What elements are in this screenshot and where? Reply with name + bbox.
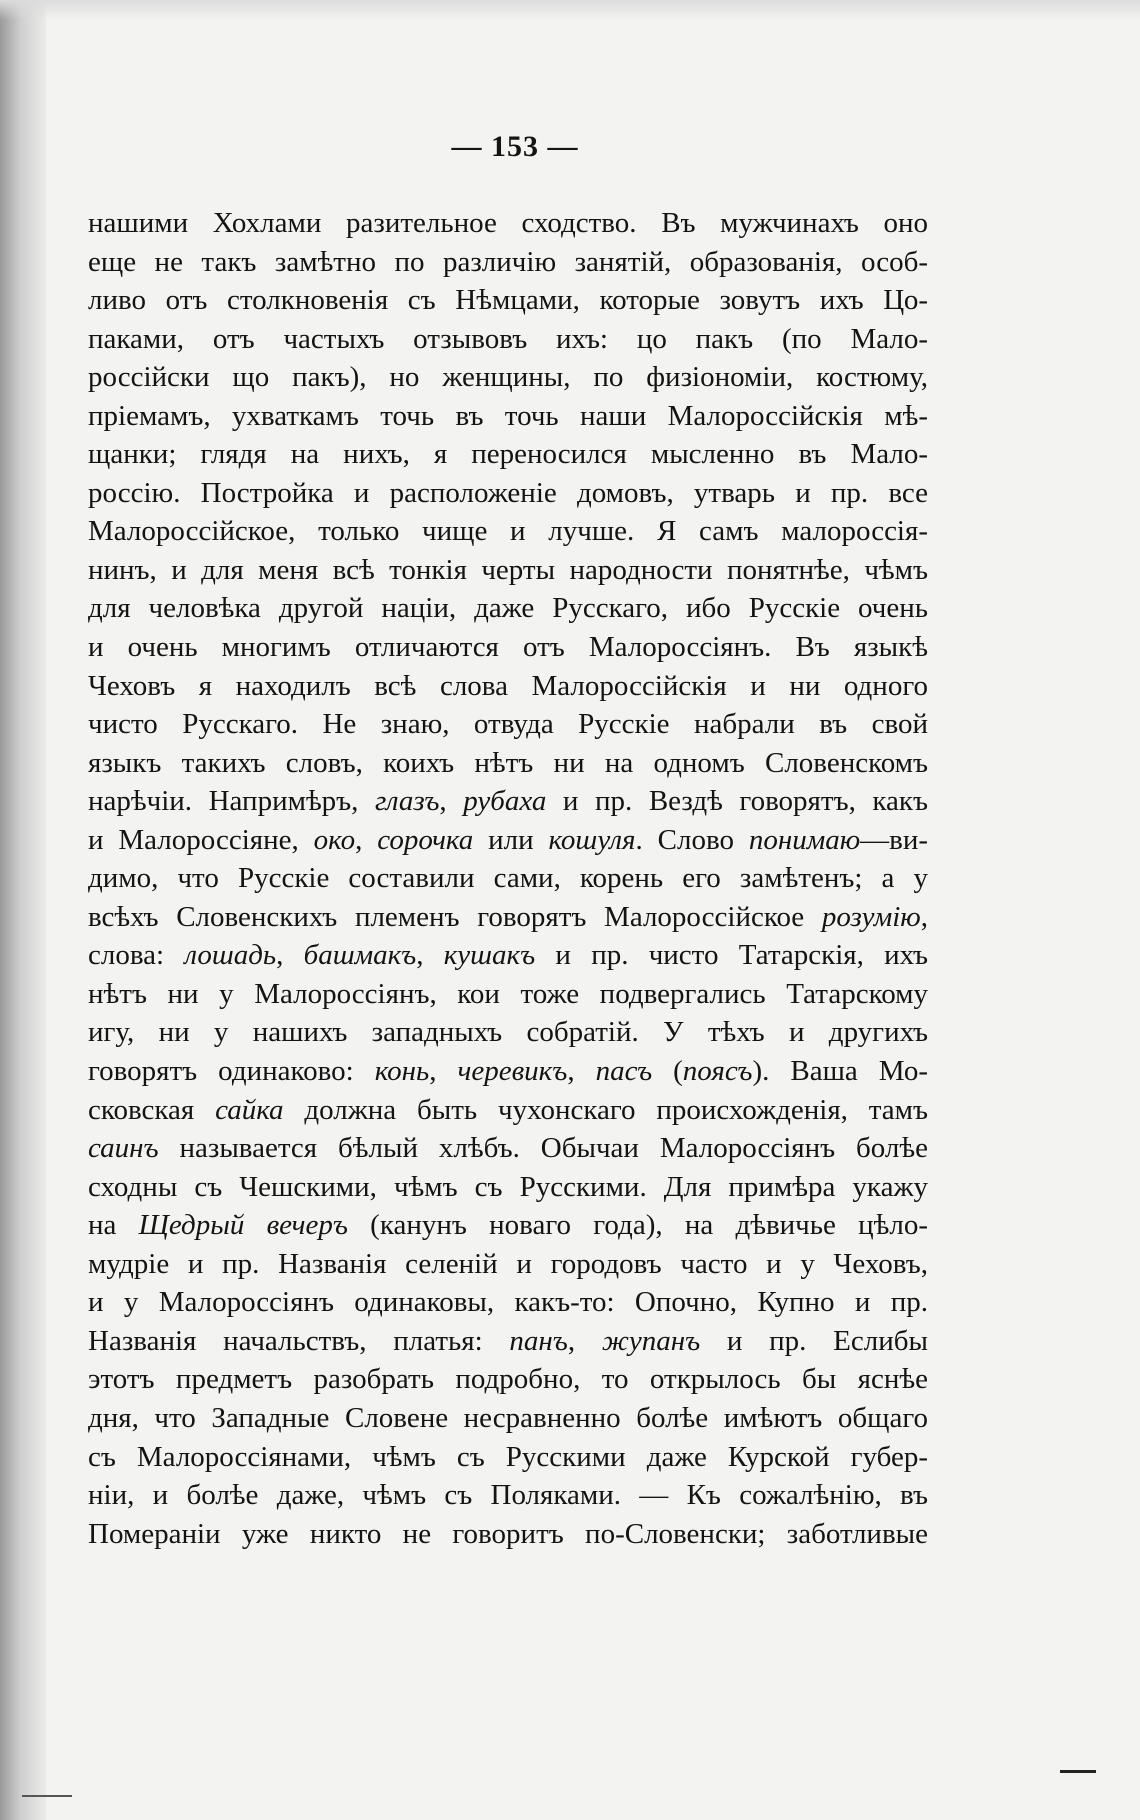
italic-word: поясъ [682,1055,753,1088]
text-segment: нѣтъ ни у Малороссіянъ, кои тоже подвергались Татарскому [88,977,928,1010]
page-number: — 153 — [451,130,579,163]
text-line [88,243,928,282]
text-line [88,1399,928,1438]
text-line [88,1360,928,1399]
text-segment: и пр. чисто Татарскія, ихъ [535,939,928,972]
italic-word: кушакъ [443,939,536,972]
text-segment: , [276,939,304,972]
text-segment: , [920,900,928,933]
text-segment: пріемамъ, ухваткамъ точь въ точь наши Малороссійскія мѣ- [88,399,928,432]
text-segment: съ Малороссіянами, чѣмъ съ Русскими даже Курской губер- [88,1440,928,1473]
bottom-left-margin-mark [22,1795,72,1797]
text-segment: или [473,823,549,856]
text-segment: Чеховъ я находилъ всѣ слова Малороссійскія и ни одного [88,669,928,702]
italic-word: саинъ [88,1132,159,1165]
italic-word: пасъ [595,1055,653,1088]
text-segment: для человѣка другой націи, даже Русскаго, ибо Русскіе очень [88,592,928,625]
text-segment: сковская [88,1093,216,1126]
text-segment: дня, что Западные Словене несравненно болѣе имѣютъ общаго [88,1401,928,1434]
italic-word: сорочка [377,823,474,856]
text-line [88,1206,928,1245]
text-segment: , [567,1055,596,1088]
text-segment: должна быть чухонскаго происхожденія, тамъ [283,1093,928,1126]
text-segment: , [355,823,378,856]
text-line [88,744,928,783]
italic-word: сайка [215,1093,284,1126]
text-line [88,435,928,474]
bottom-margin-mark [1060,1770,1096,1773]
text-line [88,898,928,937]
text-segment: ніи, и болѣе даже, чѣмъ съ Поляками. — Къ сожалѣнію, въ [88,1479,928,1512]
text-segment: и очень многимъ отличаются отъ Малороссіянъ. Въ языкѣ [88,631,928,664]
italic-word: черевикъ [457,1055,568,1088]
italic-word: глазъ [375,785,440,818]
text-segment: нинъ, и для меня всѣ тонкія черты народности понятнѣе, чѣмъ [88,553,928,586]
italic-word: панъ [509,1324,568,1357]
text-segment: и Малороссіяне, [88,823,314,856]
text-line [88,397,928,436]
italic-word: рубаха [463,785,547,818]
text-segment: россійски що пакъ), но женщины, по физіономіи, костюму, [88,361,928,394]
italic-word: Щедрый вечеръ [138,1209,348,1242]
text-segment: и пр. Еслибы [700,1324,928,1357]
text-line [88,936,928,975]
text-line [88,281,928,320]
text-segment: . Слово [635,823,749,856]
text-segment: и пр. Вездѣ говорятъ, какъ [546,785,928,818]
text-segment: называется бѣлый хлѣбъ. Обычаи Малороссіянъ болѣе [158,1132,928,1165]
text-line [88,705,928,744]
text-segment: на [88,1209,139,1242]
text-line [88,1052,928,1091]
italic-word: конь [374,1055,430,1088]
text-line [88,1515,928,1554]
text-segment: сходны съ Чешскими, чѣмъ съ Русскими. Для примѣра укажу [88,1170,928,1203]
text-line [88,628,928,667]
text-segment: слова: [88,939,185,972]
text-segment: нарѣчіи. Напримѣръ, [88,785,375,818]
text-segment: щанки; глядя на нихъ, я переносился мысленно въ Мало- [88,438,928,471]
text-segment: , [429,1055,458,1088]
text-segment: Названія начальствъ, платья: [88,1324,510,1357]
text-line [88,1438,928,1477]
text-line [88,358,928,397]
text-segment: говорятъ одинаково: [88,1055,375,1088]
text-line [88,667,928,706]
text-segment: паками, отъ частыхъ отзывовъ ихъ: цо пакъ (по Мало- [88,322,928,355]
text-line [88,512,928,551]
text-line [88,1283,928,1322]
italic-word: розумію [821,900,921,933]
text-segment: этотъ предметъ разобрать подробно, то открылось бы яснѣе [88,1363,928,1396]
text-line [88,1091,928,1130]
text-segment: чисто Русскаго. Не знаю, отвуда Русскіе набрали въ свой [88,708,928,741]
text-segment: россію. Постройка и расположеніе домовъ, утварь и пр. все [88,476,928,509]
italic-word: понимаю [748,823,861,856]
text-segment: игу, ни у нашихъ западныхъ собратій. У тѣхъ и другихъ [88,1016,928,1049]
text-segment: всѣхъ Словенскихъ племенъ говорятъ Малороссійское [88,900,822,933]
text-line [88,1168,928,1207]
text-line [88,782,928,821]
text-segment: мудріе и пр. Названія селеній и городовъ часто и у Чеховъ, [88,1247,928,1280]
page-top-shadow [0,0,1140,20]
text-segment: ( [652,1055,683,1088]
text-segment: ). Ваша Мо- [752,1055,928,1088]
page-edge-shadow [0,0,46,1820]
text-segment: , [416,939,444,972]
text-line [88,589,928,628]
text-segment: ливо отъ столкновенія съ Нѣмцами, которые зовутъ ихъ Цо- [88,284,928,317]
text-line [88,1245,928,1284]
text-segment: —ви- [860,823,928,856]
text-line [88,474,928,513]
text-segment: нашими Хохлами разительное сходство. Въ мужчинахъ оно [88,207,928,239]
text-segment: димо, что Русскіе составили сами, корень его замѣтенъ; а у [88,862,928,895]
body-text [88,204,928,1553]
italic-word: башмакъ [303,939,417,972]
text-segment: языкъ такихъ словъ, коихъ нѣтъ ни на одномъ Словенскомъ [88,746,928,779]
text-segment: (канунъ новаго года), на дѣвичье цѣло- [347,1209,928,1242]
text-line [88,204,928,243]
text-segment: Малороссійское, только чище и лучше. Я самъ малороссія- [88,515,928,548]
italic-word: жупанъ [601,1324,701,1357]
text-line [88,821,928,860]
text-line [88,320,928,359]
italic-word: лошадь [184,939,277,972]
text-line [88,1129,928,1168]
text-segment: , [439,785,464,818]
text-line [88,551,928,590]
text-segment: , [567,1324,602,1357]
text-line [88,975,928,1014]
italic-word: кошуля [548,823,636,856]
text-segment: еще не такъ замѣтно по различію занятій, образованія, особ- [88,245,928,278]
italic-word: око [313,823,356,856]
text-segment: и у Малороссіянъ одинаковы, какъ-то: Опочно, Купно и пр. [88,1286,928,1319]
text-line [88,859,928,898]
text-line [88,1322,928,1361]
text-line [88,1476,928,1515]
text-line [88,1013,928,1052]
text-segment: Помераніи уже никто не говоритъ по-Словенски; заботливые [88,1517,928,1550]
